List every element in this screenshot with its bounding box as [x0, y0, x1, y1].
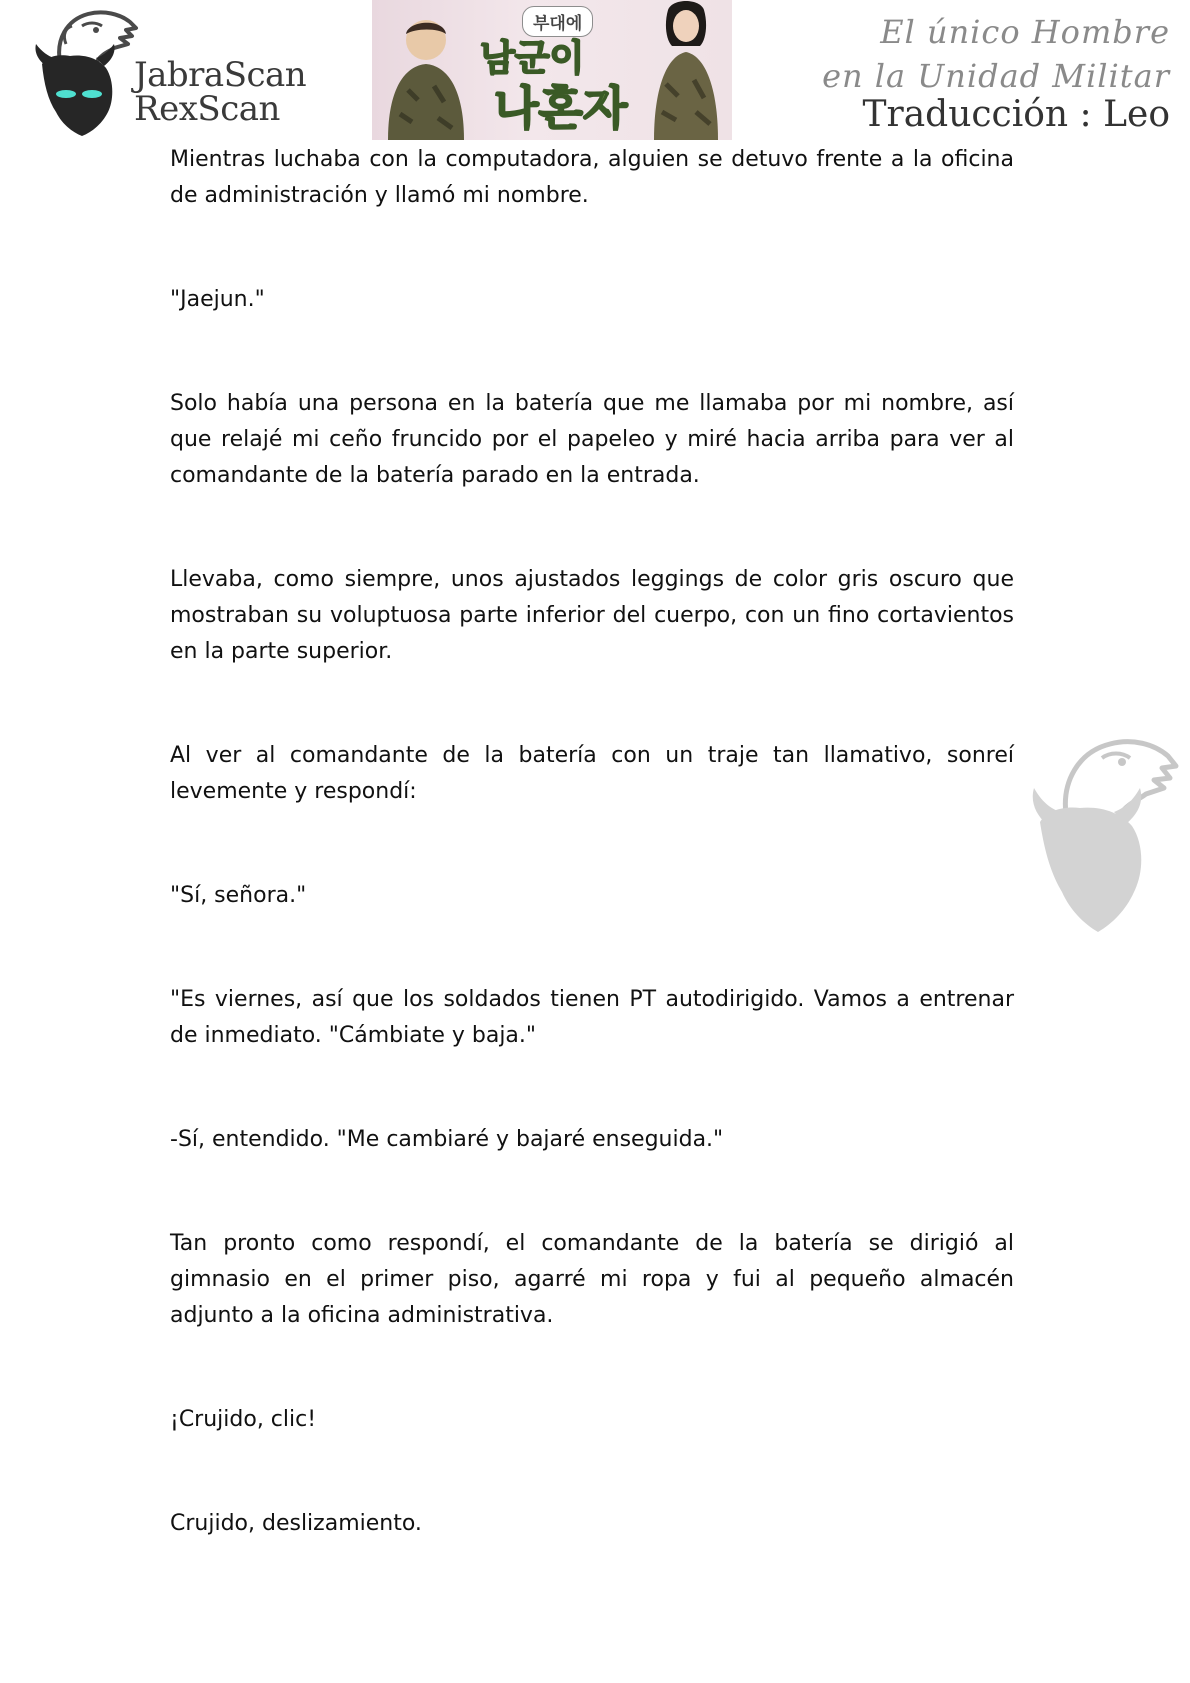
soldier-figure-icon [378, 10, 473, 140]
brand-name [134, 55, 307, 129]
cover-art [372, 0, 732, 140]
series-title [822, 10, 1170, 98]
paragraph: ¡Crujido, clic! [170, 1407, 317, 1432]
korean-title-line-1: 남군이 [480, 38, 585, 79]
paragraph: "Jaejun." [170, 287, 265, 312]
paragraph: "Sí, señora." [170, 883, 307, 908]
brand-line-2: RexScan [134, 89, 280, 129]
paragraph: Solo había una persona en la batería que me llamaba por mi nombre, así que relajé mi ceño fruncido por el papeleo y miré hacia arriba para ver al comandante de la batería parado en la entrada. [170, 391, 1014, 488]
dinosaur-logo-icon [22, 4, 142, 138]
paragraph: -Sí, entendido. "Me cambiaré y bajaré enseguida." [170, 1127, 724, 1152]
page-header [0, 0, 1190, 142]
translation-credit: Traducción : Leo [862, 94, 1170, 135]
korean-title-line-2: 나혼자 [494, 81, 628, 135]
paragraph: Llevaba, como siempre, unos ajustados leggings de color gris oscuro que mostraban su voluptuosa parte inferior del cuerpo, con un fino cortavientos en la parte superior. [170, 567, 1014, 664]
paragraph: "Es viernes, así que los soldados tienen PT autodirigido. Vamos a entrenar de inmediato. "Cámbiate y baja." [170, 987, 1014, 1048]
korean-subtitle: 부대에 [522, 6, 593, 37]
paragraph: Al ver al comandante de la batería con un traje tan llamativo, sonreí levemente y respondí: [170, 743, 1014, 804]
chapter-text [170, 142, 1014, 1542]
brand-line-1: JabraScan [134, 55, 307, 95]
woman-figure-icon [646, 0, 726, 140]
dinosaur-watermark-icon [1018, 722, 1180, 944]
paragraph: Crujido, deslizamiento. [170, 1511, 422, 1536]
series-title-line-2: en la Unidad Militar [822, 57, 1170, 95]
paragraph: Tan pronto como respondí, el comandante de la batería se dirigió al gimnasio en el primer piso, agarré mi ropa y fui al pequeño almacén adjunto a la oficina administrativa. [170, 1231, 1014, 1328]
series-title-line-1: El único Hombre [880, 13, 1170, 51]
paragraph: Mientras luchaba con la computadora, alguien se detuvo frente a la oficina de administración y llamó mi nombre. [170, 147, 1014, 208]
